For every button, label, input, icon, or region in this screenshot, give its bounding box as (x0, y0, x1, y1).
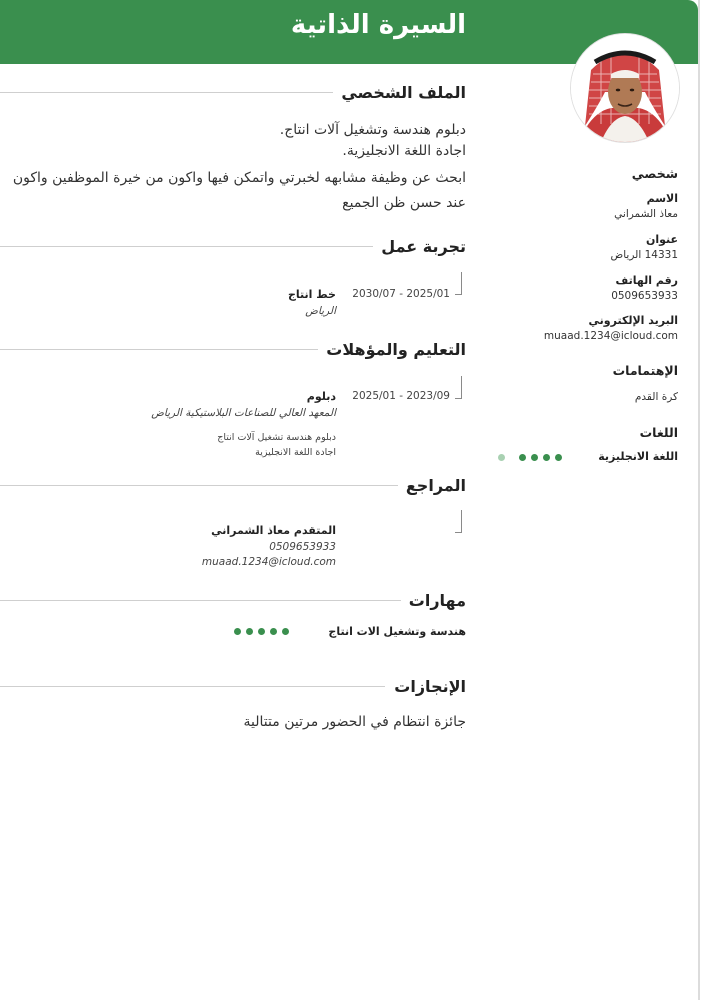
rating-dot (234, 628, 241, 635)
interest-value: كرة القدم (634, 391, 678, 403)
experience-dates: 2030/07 - 2025/01 (352, 288, 450, 300)
profile-line: ابحث عن وظيفة مشابهه لخبرتي واتمكن فيها واكون من خيرة الموظفين واكون (12, 170, 466, 186)
job-title: خط انتاج (288, 288, 336, 301)
job-location: الرياض (305, 305, 336, 317)
education-detail: دبلوم هندسة تشغيل آلات انتاج (217, 432, 336, 443)
profile-heading: الملف الشخصي (333, 83, 466, 102)
rating-dot (543, 454, 550, 461)
profile-photo (571, 34, 679, 142)
timeline-marker (455, 376, 462, 399)
education-dates: 2025/01 - 2023/09 (352, 390, 450, 402)
skill-name: هندسة وتشغيل الات انتاج (328, 625, 466, 638)
section-divider (0, 485, 410, 486)
education-heading: التعليم والمؤهلات (318, 340, 466, 359)
address-label: عنوان (645, 233, 678, 246)
address-value: 14331 الرياض (610, 249, 678, 261)
page-title: السيرة الذاتية (290, 10, 466, 40)
rating-dot (555, 454, 562, 461)
rating-dot (246, 628, 253, 635)
section-divider (0, 246, 380, 247)
profile-line: اجادة اللغة الانجليزية. (342, 143, 466, 159)
achievement-text: جائزة انتظام في الحضور مرتين متتالية (243, 714, 466, 730)
phone-value: 0509653933 (611, 290, 678, 302)
language-name: اللغة الانجليزية (598, 450, 678, 463)
references-heading: المراجع (398, 476, 466, 495)
page-edge (698, 0, 700, 1000)
profile-line: دبلوم هندسة وتشغيل آلات انتاج. (279, 122, 466, 138)
name-value: معاذ الشمراني (614, 208, 678, 220)
school-name: المعهد العالي للصناعات البلاستيكية الرياض (151, 407, 336, 419)
rating-dot (282, 628, 289, 635)
skills-heading: مهارات (401, 591, 466, 610)
phone-label: رقم الهاتف (615, 274, 678, 287)
reference-phone: 0509653933 (269, 541, 336, 553)
achievements-heading: الإنجازات (386, 677, 466, 696)
rating-dot (498, 454, 505, 461)
rating-dot (519, 454, 526, 461)
education-detail: اجادة اللغة الانجليزية (255, 447, 336, 458)
section-divider (0, 686, 385, 687)
email-label: البريد الإلكتروني (588, 314, 678, 327)
rating-dot (531, 454, 538, 461)
email-value: muaad.1234@icloud.com (543, 330, 678, 342)
rating-dot (258, 628, 265, 635)
language-level-rating (498, 454, 562, 461)
degree-title: دبلوم (306, 390, 336, 403)
profile-line: عند حسن ظن الجميع (342, 195, 466, 211)
timeline-marker (455, 272, 462, 295)
languages-heading: اللغات (639, 425, 678, 440)
avatar (571, 34, 679, 142)
section-divider (0, 92, 350, 93)
skill-level-rating (234, 628, 289, 635)
rating-dot (270, 628, 277, 635)
personal-heading: شخصي (631, 166, 678, 181)
section-divider (0, 349, 335, 350)
section-divider (0, 600, 405, 601)
reference-email: muaad.1234@icloud.com (201, 556, 336, 568)
experience-heading: تجربة عمل (373, 237, 466, 256)
interests-heading: الإهتمامات (612, 363, 678, 378)
timeline-marker (455, 510, 462, 533)
reference-name: المتقدم معاذ الشمراني (211, 524, 336, 537)
name-label: الاسم (646, 192, 678, 205)
